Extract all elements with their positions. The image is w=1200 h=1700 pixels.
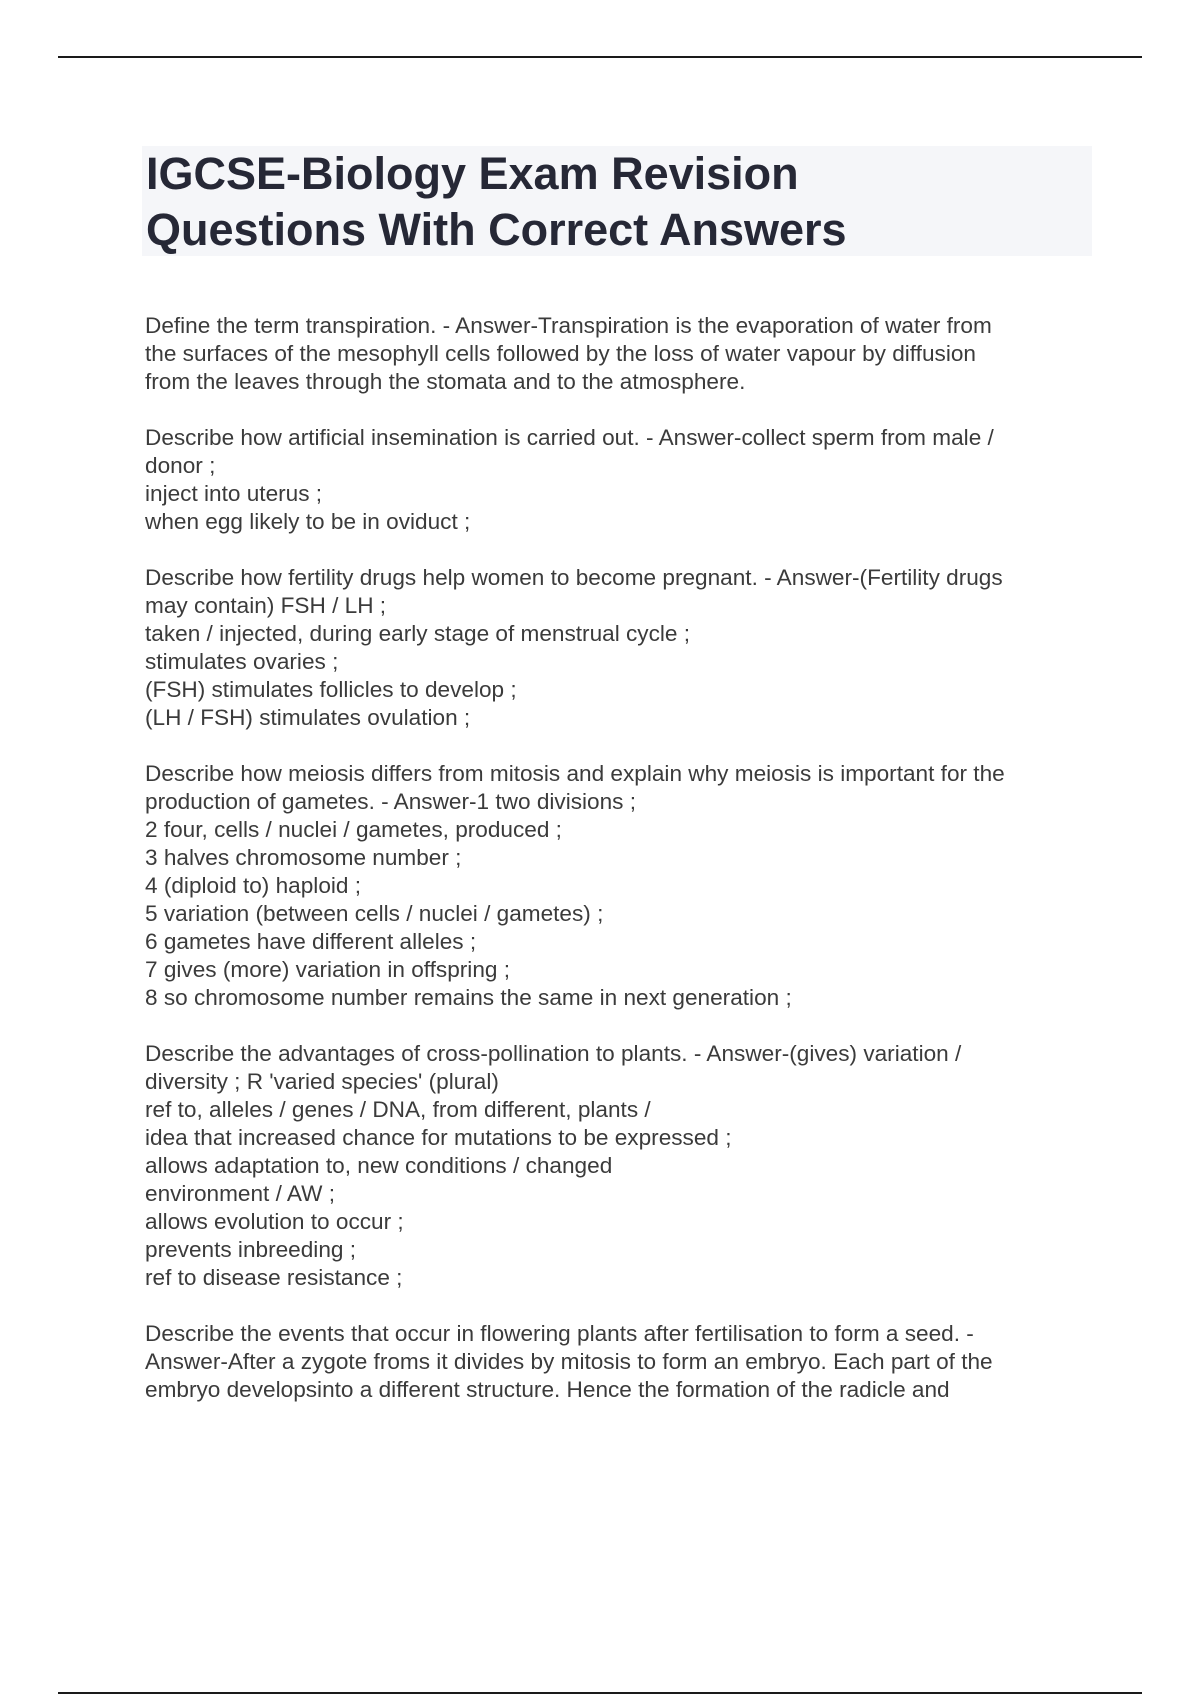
qa-line: Answer-After a zygote froms it divides by mitosis to form an embryo. Each part of the — [145, 1349, 993, 1374]
qa-line: ref to disease resistance ; — [145, 1265, 403, 1290]
qa-line: stimulates ovaries ; — [145, 649, 339, 674]
qa-line: Describe how meiosis differs from mitosis and explain why meiosis is important for the — [145, 761, 1005, 786]
qa-line: (LH / FSH) stimulates ovulation ; — [145, 705, 471, 730]
qa-line: idea that increased chance for mutations to be expressed ; — [145, 1125, 732, 1150]
qa-block-fertility-drugs — [145, 564, 1085, 732]
title-line: IGCSE-Biology Exam Revision — [146, 148, 799, 199]
qa-line: the surfaces of the mesophyll cells followed by the loss of water vapour by diffusion — [145, 341, 976, 366]
bottom-rule — [58, 1692, 1142, 1694]
qa-line: donor ; — [145, 453, 216, 478]
qa-line: allows evolution to occur ; — [145, 1209, 404, 1234]
qa-line: inject into uterus ; — [145, 481, 323, 506]
qa-block-artificial-insemination — [145, 424, 1085, 536]
qa-line: Describe the events that occur in flowering plants after fertilisation to form a seed. - — [145, 1321, 974, 1346]
page-title — [146, 146, 1086, 258]
qa-block-seed-formation — [145, 1320, 1085, 1404]
title-line: Questions With Correct Answers — [146, 204, 847, 255]
qa-line: 8 so chromosome number remains the same in next generation ; — [145, 985, 792, 1010]
qa-line: prevents inbreeding ; — [145, 1237, 357, 1262]
qa-line: diversity ; R 'varied species' (plural) — [145, 1069, 499, 1094]
qa-content — [145, 312, 1085, 1432]
qa-line: (FSH) stimulates follicles to develop ; — [145, 677, 517, 702]
qa-line: Define the term transpiration. - Answer-Transpiration is the evaporation of water from — [145, 313, 992, 338]
qa-block-cross-pollination — [145, 1040, 1085, 1292]
qa-line: 3 halves chromosome number ; — [145, 845, 462, 870]
qa-line: production of gametes. - Answer-1 two divisions ; — [145, 789, 637, 814]
qa-line: 6 gametes have different alleles ; — [145, 929, 477, 954]
qa-line: when egg likely to be in oviduct ; — [145, 509, 471, 534]
qa-line: 4 (diploid to) haploid ; — [145, 873, 362, 898]
qa-line: 5 variation (between cells / nuclei / gametes) ; — [145, 901, 604, 926]
qa-line: allows adaptation to, new conditions / changed — [145, 1153, 613, 1178]
qa-line: Describe how artificial insemination is carried out. - Answer-collect sperm from male / — [145, 425, 994, 450]
qa-line: Describe how fertility drugs help women to become pregnant. - Answer-(Fertility drugs — [145, 565, 1003, 590]
qa-line: 2 four, cells / nuclei / gametes, produced ; — [145, 817, 562, 842]
qa-line: Describe the advantages of cross-pollination to plants. - Answer-(gives) variation / — [145, 1041, 962, 1066]
qa-line: ref to, alleles / genes / DNA, from different, plants / — [145, 1097, 651, 1122]
qa-line: embryo developsinto a different structure. Hence the formation of the radicle and — [145, 1377, 950, 1402]
qa-line: from the leaves through the stomata and to the atmosphere. — [145, 369, 746, 394]
qa-block-meiosis — [145, 760, 1085, 1012]
top-rule — [58, 56, 1142, 58]
qa-line: 7 gives (more) variation in offspring ; — [145, 957, 511, 982]
qa-line: may contain) FSH / LH ; — [145, 593, 387, 618]
qa-line: taken / injected, during early stage of menstrual cycle ; — [145, 621, 691, 646]
qa-line: environment / AW ; — [145, 1181, 336, 1206]
qa-block-transpiration — [145, 312, 1085, 396]
